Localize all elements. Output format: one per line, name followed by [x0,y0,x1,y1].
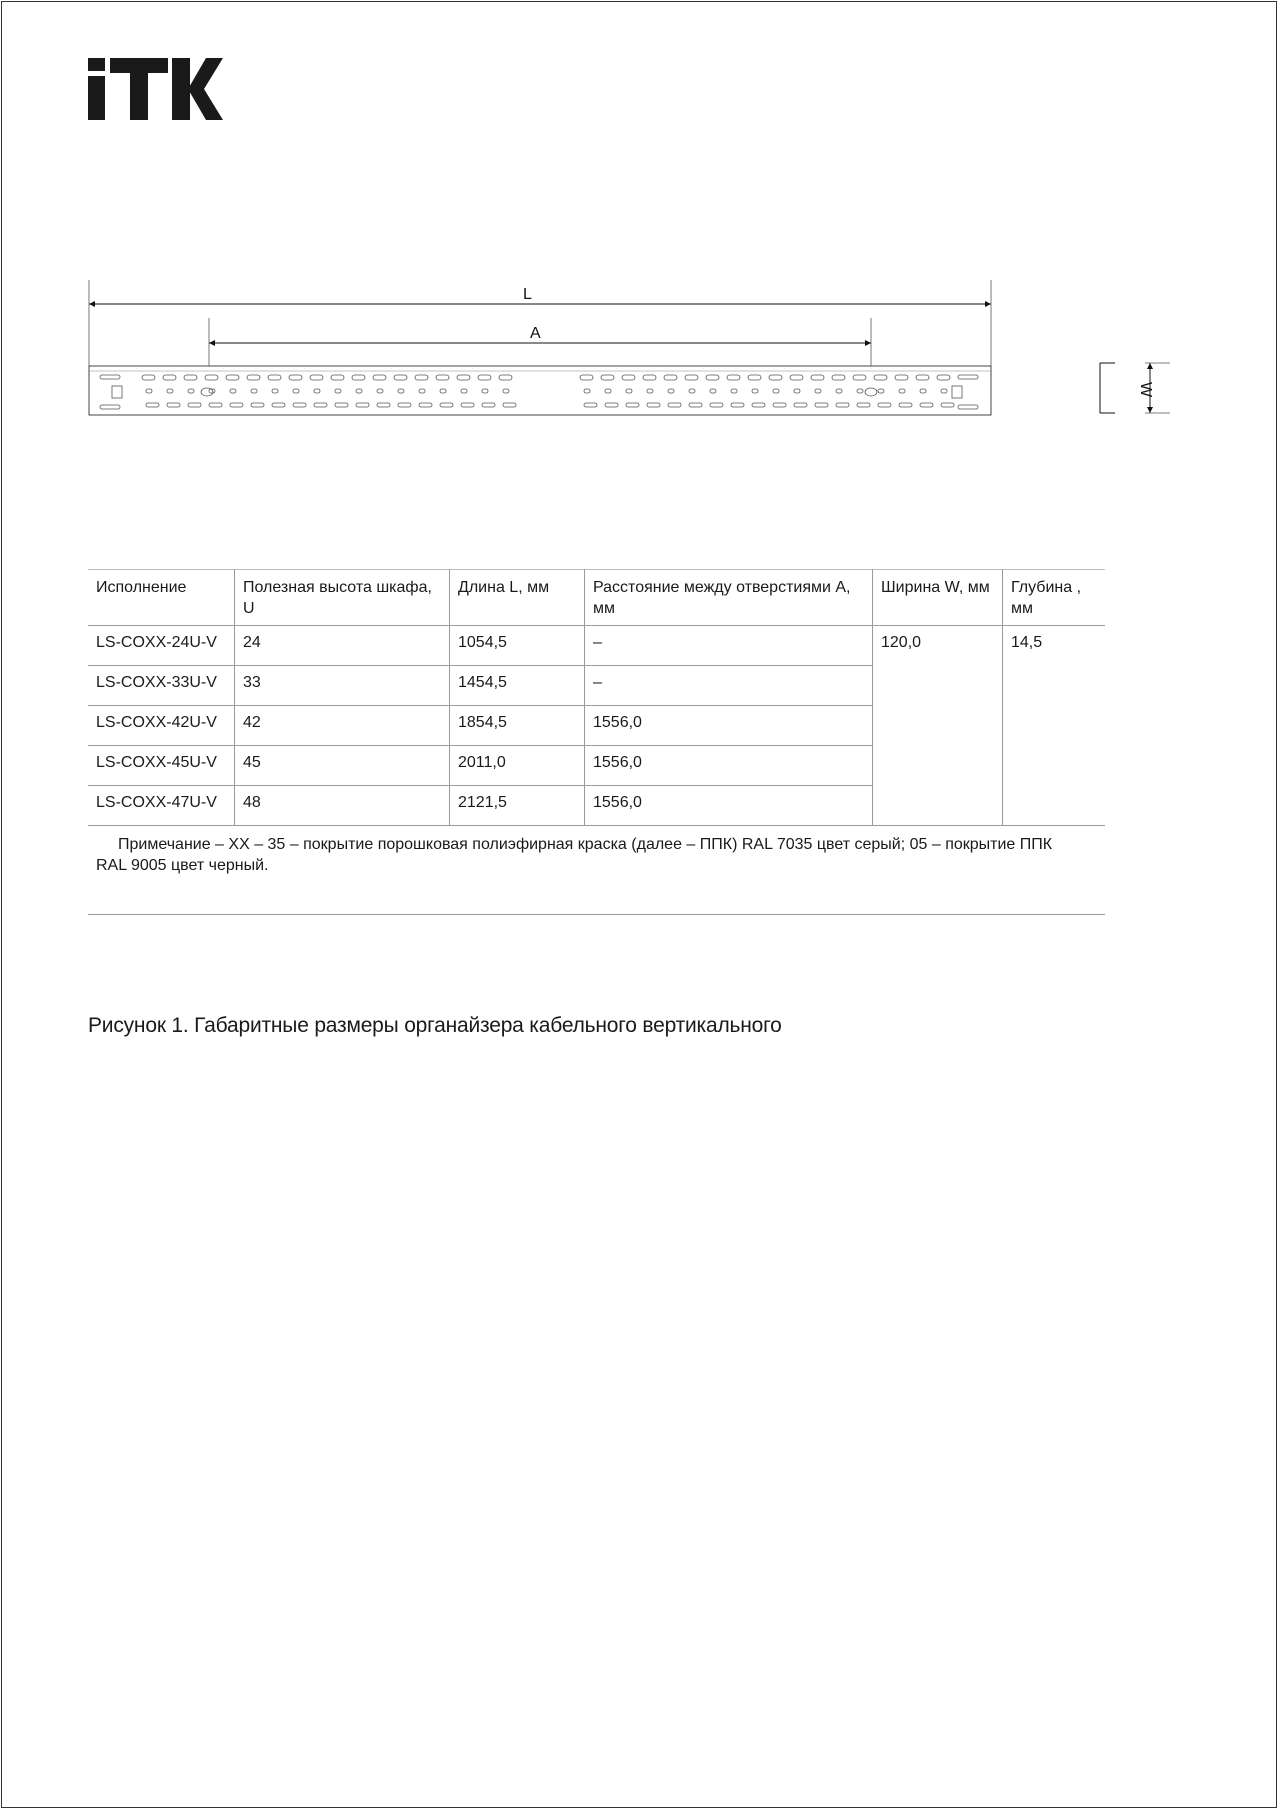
table-cell: 1556,0 [585,746,873,786]
table-cell: 42 [235,706,450,746]
header-cell: Исполнение [88,570,235,626]
table-cell: 2011,0 [450,746,585,786]
dimension-w-label: W [1137,382,1154,398]
table-cell: 1854,5 [450,706,585,746]
table-note: Примечание – XX – 35 – покрытие порошковая полиэфирная краска (далее – ППК) RAL 7035 цвет серый; 05 – покрытие ППК RAL 9005 цвет черный. [88,826,1105,915]
table-cell: LS-COXX-33U-V [88,666,235,706]
organizer-drawing [80,278,1180,428]
table-cell: 1454,5 [450,666,585,706]
table-cell: 1556,0 [585,786,873,826]
table-cell: LS-COXX-24U-V [88,626,235,666]
dimension-a-label: A [530,325,541,342]
table-cell: 2121,5 [450,786,585,826]
table-cell: LS-COXX-45U-V [88,746,235,786]
header-cell: Глубина , мм [1003,570,1106,626]
table-cell: 33 [235,666,450,706]
figure-caption: Рисунок 1. Габаритные размеры органайзера кабельного вертикального [88,1014,782,1037]
dimension-l-label: L [523,286,532,303]
table-row [88,626,1105,666]
header-cell: Расстояние между отверстиями A, мм [585,570,873,626]
table-header-row [88,570,1105,626]
header-cell: Ширина W, мм [873,570,1003,626]
width-cell: 120,0 [873,626,1003,826]
table-cell: 1556,0 [585,706,873,746]
table-cell: – [585,626,873,666]
table-cell: LS-COXX-42U-V [88,706,235,746]
itk-logo [88,58,223,120]
header-cell: Длина L, мм [450,570,585,626]
table-cell: 45 [235,746,450,786]
table-cell: LS-COXX-47U-V [88,786,235,826]
depth-cell: 14,5 [1003,626,1106,826]
table-cell: – [585,666,873,706]
spec-table [88,569,1105,915]
table-note-row [88,826,1105,915]
header-cell: Полезная высота шкафа, U [235,570,450,626]
table-cell: 24 [235,626,450,666]
organizer-bar [89,366,991,415]
table-cell: 1054,5 [450,626,585,666]
table-cell: 48 [235,786,450,826]
